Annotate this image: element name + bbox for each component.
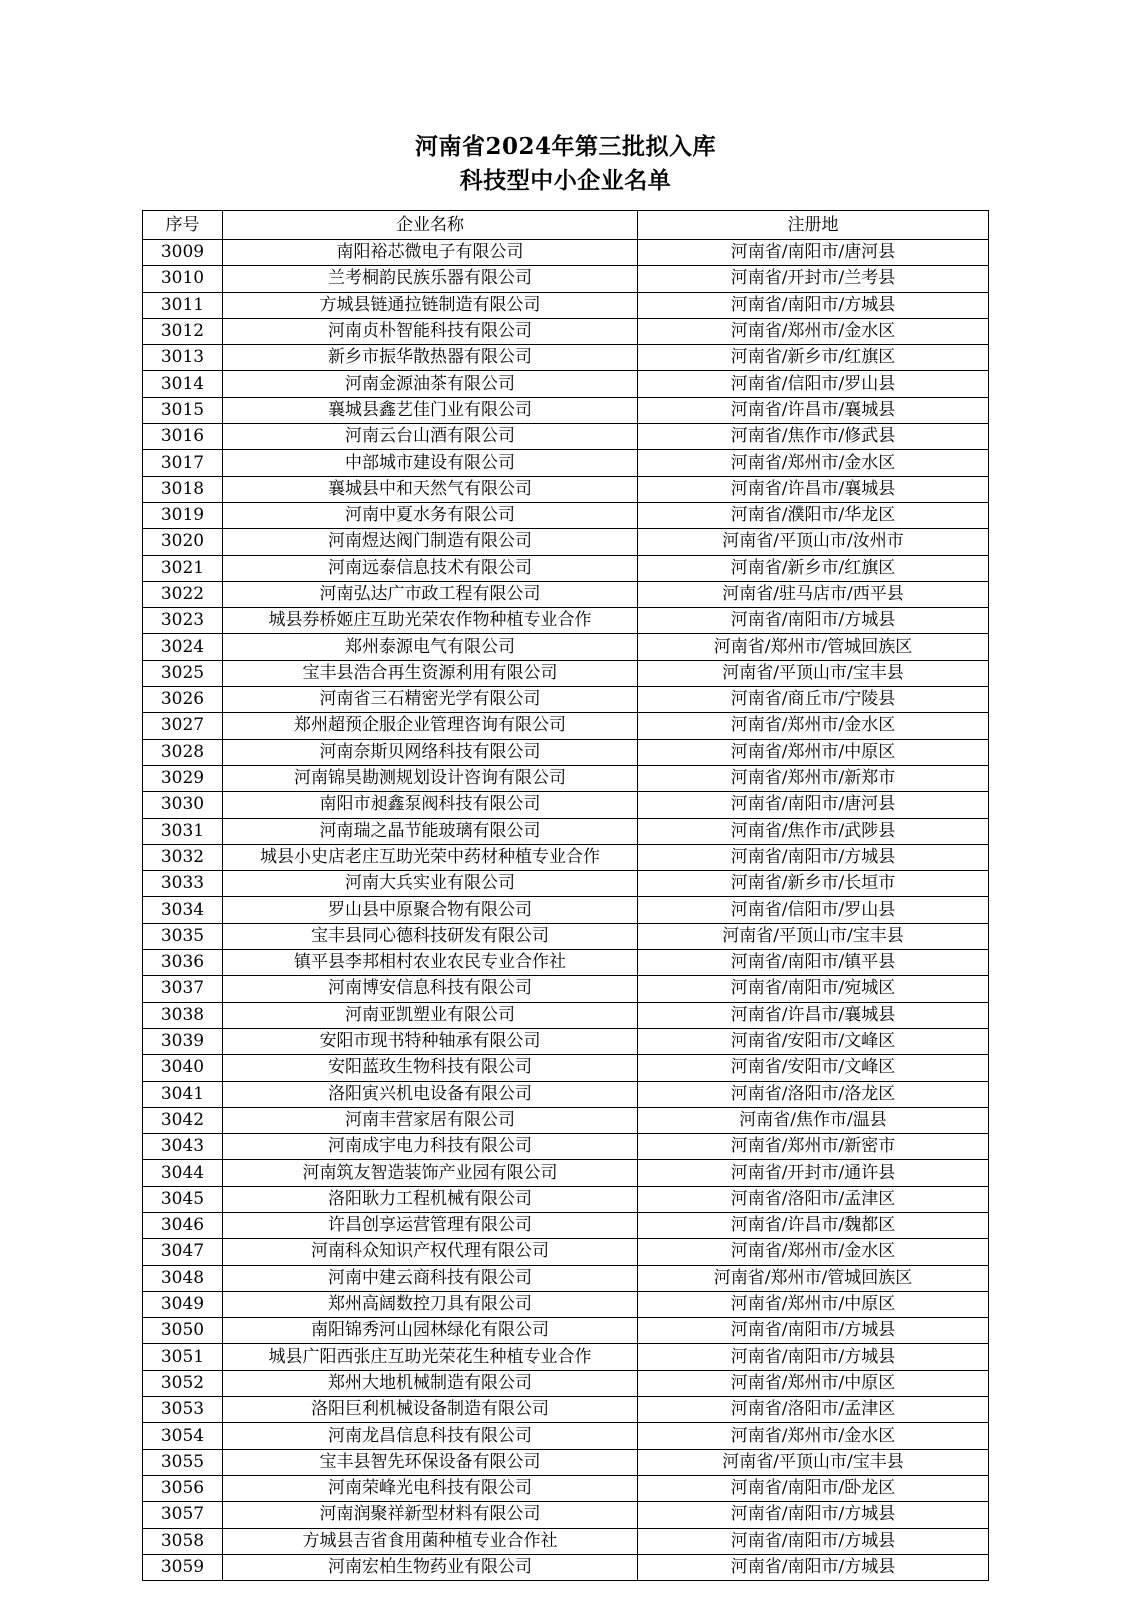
- cell-registered-address: 河南省/南阳市/方城县: [638, 1502, 989, 1528]
- cell-seq: 3037: [143, 976, 223, 1002]
- table-row: [143, 1055, 989, 1081]
- cell-seq: 3046: [143, 1212, 223, 1238]
- table-header-row: [143, 211, 989, 240]
- table-body: [143, 240, 989, 1581]
- cell-enterprise-name: 河南龙昌信息科技有限公司: [223, 1423, 638, 1449]
- cell-seq: 3039: [143, 1028, 223, 1054]
- cell-registered-address: 河南省/郑州市/金水区: [638, 1239, 989, 1265]
- cell-seq: 3033: [143, 871, 223, 897]
- cell-registered-address: 河南省/平顶山市/宝丰县: [638, 1449, 989, 1475]
- table-row: [143, 1528, 989, 1554]
- cell-seq: 3049: [143, 1291, 223, 1317]
- cell-seq: 3058: [143, 1528, 223, 1554]
- table-row: [143, 660, 989, 686]
- table-row: [143, 1344, 989, 1370]
- cell-registered-address: 河南省/商丘市/宁陵县: [638, 687, 989, 713]
- cell-enterprise-name: 河南丰营家居有限公司: [223, 1107, 638, 1133]
- table-row: [143, 687, 989, 713]
- cell-enterprise-name: 南阳市昶鑫泵阀科技有限公司: [223, 792, 638, 818]
- cell-registered-address: 河南省/南阳市/方城县: [638, 608, 989, 634]
- cell-registered-address: 河南省/平顶山市/宝丰县: [638, 660, 989, 686]
- cell-seq: 3036: [143, 950, 223, 976]
- table-row: [143, 1423, 989, 1449]
- cell-registered-address: 河南省/南阳市/唐河县: [638, 240, 989, 266]
- cell-registered-address: 河南省/郑州市/金水区: [638, 713, 989, 739]
- table-row: [143, 976, 989, 1002]
- table-row: [143, 371, 989, 397]
- table-row: [143, 1554, 989, 1580]
- cell-seq: 3028: [143, 739, 223, 765]
- cell-registered-address: 河南省/新乡市/红旗区: [638, 555, 989, 581]
- cell-enterprise-name: 郑州大地机械制造有限公司: [223, 1370, 638, 1396]
- table-row: [143, 792, 989, 818]
- page-title-line-2: 科技型中小企业名单: [459, 167, 672, 194]
- cell-enterprise-name: 洛阳寅兴机电设备有限公司: [223, 1081, 638, 1107]
- table-row: [143, 1028, 989, 1054]
- cell-seq: 3015: [143, 397, 223, 423]
- cell-registered-address: 河南省/郑州市/金水区: [638, 1423, 989, 1449]
- cell-registered-address: 河南省/南阳市/镇平县: [638, 950, 989, 976]
- cell-seq: 3031: [143, 818, 223, 844]
- cell-seq: 3013: [143, 345, 223, 371]
- cell-enterprise-name: 安阳蓝玫生物科技有限公司: [223, 1055, 638, 1081]
- table-row: [143, 608, 989, 634]
- cell-enterprise-name: 河南成宇电力科技有限公司: [223, 1134, 638, 1160]
- cell-enterprise-name: 河南润聚祥新型材料有限公司: [223, 1502, 638, 1528]
- table-row: [143, 1134, 989, 1160]
- table-row: [143, 1265, 989, 1291]
- column-header-name: 企业名称: [223, 211, 638, 240]
- cell-enterprise-name: 郑州超预企服企业管理咨询有限公司: [223, 713, 638, 739]
- cell-enterprise-name: 郑州泰源电气有限公司: [223, 634, 638, 660]
- cell-registered-address: 河南省/南阳市/方城县: [638, 1344, 989, 1370]
- cell-enterprise-name: 城县小史店老庄互助光荣中药材种植专业合作: [223, 844, 638, 870]
- cell-enterprise-name: 新乡市振华散热器有限公司: [223, 345, 638, 371]
- table-row: [143, 923, 989, 949]
- cell-registered-address: 河南省/南阳市/卧龙区: [638, 1475, 989, 1501]
- table-row: [143, 555, 989, 581]
- cell-seq: 3020: [143, 529, 223, 555]
- cell-registered-address: 河南省/焦作市/温县: [638, 1107, 989, 1133]
- table-row: [143, 818, 989, 844]
- cell-seq: 3048: [143, 1265, 223, 1291]
- cell-enterprise-name: 河南大兵实业有限公司: [223, 871, 638, 897]
- cell-registered-address: 河南省/驻马店市/西平县: [638, 581, 989, 607]
- table-row: [143, 897, 989, 923]
- cell-registered-address: 河南省/许昌市/襄城县: [638, 476, 989, 502]
- table-row: [143, 1291, 989, 1317]
- cell-registered-address: 河南省/郑州市/新郑市: [638, 765, 989, 791]
- table-row: [143, 1107, 989, 1133]
- table-row: [143, 1370, 989, 1396]
- cell-enterprise-name: 河南金源油茶有限公司: [223, 371, 638, 397]
- cell-registered-address: 河南省/许昌市/襄城县: [638, 397, 989, 423]
- table-row: [143, 318, 989, 344]
- cell-seq: 3018: [143, 476, 223, 502]
- cell-seq: 3038: [143, 1002, 223, 1028]
- cell-seq: 3030: [143, 792, 223, 818]
- cell-enterprise-name: 河南云台山酒有限公司: [223, 424, 638, 450]
- cell-seq: 3047: [143, 1239, 223, 1265]
- cell-seq: 3016: [143, 424, 223, 450]
- enterprise-list-table: [142, 210, 989, 1581]
- table-row: [143, 1502, 989, 1528]
- cell-seq: 3055: [143, 1449, 223, 1475]
- table-row: [143, 1186, 989, 1212]
- cell-registered-address: 河南省/郑州市/金水区: [638, 318, 989, 344]
- cell-enterprise-name: 河南弘达广市政工程有限公司: [223, 581, 638, 607]
- cell-registered-address: 河南省/郑州市/管城回族区: [638, 1265, 989, 1291]
- cell-registered-address: 河南省/南阳市/方城县: [638, 1528, 989, 1554]
- table-row: [143, 1318, 989, 1344]
- cell-enterprise-name: 中部城市建设有限公司: [223, 450, 638, 476]
- cell-registered-address: 河南省/平顶山市/宝丰县: [638, 923, 989, 949]
- table-row: [143, 424, 989, 450]
- cell-enterprise-name: 河南贞朴智能科技有限公司: [223, 318, 638, 344]
- cell-enterprise-name: 安阳市现书特种轴承有限公司: [223, 1028, 638, 1054]
- cell-enterprise-name: 河南筑友智造装饰产业园有限公司: [223, 1160, 638, 1186]
- table-row: [143, 739, 989, 765]
- table-row: [143, 844, 989, 870]
- cell-enterprise-name: 南阳锦秀河山园林绿化有限公司: [223, 1318, 638, 1344]
- cell-registered-address: 河南省/许昌市/襄城县: [638, 1002, 989, 1028]
- cell-registered-address: 河南省/信阳市/罗山县: [638, 897, 989, 923]
- cell-registered-address: 河南省/许昌市/魏都区: [638, 1212, 989, 1238]
- cell-enterprise-name: 河南锦昊勘测规划设计咨询有限公司: [223, 765, 638, 791]
- table-row: [143, 476, 989, 502]
- cell-seq: 3024: [143, 634, 223, 660]
- column-header-seq: 序号: [143, 211, 223, 240]
- table-row: [143, 1002, 989, 1028]
- cell-enterprise-name: 河南荣峰光电科技有限公司: [223, 1475, 638, 1501]
- cell-enterprise-name: 河南瑞之晶节能玻璃有限公司: [223, 818, 638, 844]
- cell-enterprise-name: 许昌创享运营管理有限公司: [223, 1212, 638, 1238]
- cell-enterprise-name: 河南中建云商科技有限公司: [223, 1265, 638, 1291]
- cell-enterprise-name: 河南宏柏生物药业有限公司: [223, 1554, 638, 1580]
- cell-enterprise-name: 方城县链通拉链制造有限公司: [223, 292, 638, 318]
- table-row: [143, 502, 989, 528]
- cell-seq: 3041: [143, 1081, 223, 1107]
- cell-enterprise-name: 河南远泰信息技术有限公司: [223, 555, 638, 581]
- cell-enterprise-name: 河南煜达阀门制造有限公司: [223, 529, 638, 555]
- table-row: [143, 1397, 989, 1423]
- cell-registered-address: 河南省/安阳市/文峰区: [638, 1055, 989, 1081]
- table-row: [143, 765, 989, 791]
- cell-registered-address: 河南省/南阳市/方城县: [638, 1318, 989, 1344]
- cell-seq: 3022: [143, 581, 223, 607]
- cell-seq: 3051: [143, 1344, 223, 1370]
- cell-seq: 3054: [143, 1423, 223, 1449]
- table-row: [143, 713, 989, 739]
- cell-registered-address: 河南省/南阳市/唐河县: [638, 792, 989, 818]
- table-row: [143, 345, 989, 371]
- cell-seq: 3034: [143, 897, 223, 923]
- cell-enterprise-name: 城县广阳西张庄互助光荣花生种植专业合作: [223, 1344, 638, 1370]
- cell-registered-address: 河南省/濮阳市/华龙区: [638, 502, 989, 528]
- cell-enterprise-name: 宝丰县浩合再生资源利用有限公司: [223, 660, 638, 686]
- cell-seq: 3011: [143, 292, 223, 318]
- cell-registered-address: 河南省/郑州市/管城回族区: [638, 634, 989, 660]
- cell-enterprise-name: 河南奈斯贝网络科技有限公司: [223, 739, 638, 765]
- table-row: [143, 292, 989, 318]
- cell-enterprise-name: 河南亚凯塑业有限公司: [223, 1002, 638, 1028]
- cell-registered-address: 河南省/平顶山市/汝州市: [638, 529, 989, 555]
- cell-seq: 3029: [143, 765, 223, 791]
- cell-enterprise-name: 洛阳巨利机械设备制造有限公司: [223, 1397, 638, 1423]
- cell-seq: 3032: [143, 844, 223, 870]
- cell-seq: 3043: [143, 1134, 223, 1160]
- cell-seq: 3026: [143, 687, 223, 713]
- cell-seq: 3021: [143, 555, 223, 581]
- cell-registered-address: 河南省/南阳市/方城县: [638, 292, 989, 318]
- cell-seq: 3023: [143, 608, 223, 634]
- cell-seq: 3042: [143, 1107, 223, 1133]
- cell-enterprise-name: 河南博安信息科技有限公司: [223, 976, 638, 1002]
- cell-registered-address: 河南省/郑州市/中原区: [638, 739, 989, 765]
- table-row: [143, 1081, 989, 1107]
- cell-enterprise-name: 洛阳耿力工程机械有限公司: [223, 1186, 638, 1212]
- table-row: [143, 950, 989, 976]
- cell-seq: 3044: [143, 1160, 223, 1186]
- cell-seq: 3009: [143, 240, 223, 266]
- page-title-line-1: 河南省2024年第三批拟入库: [414, 133, 716, 160]
- cell-enterprise-name: 宝丰县智先环保设备有限公司: [223, 1449, 638, 1475]
- cell-seq: 3052: [143, 1370, 223, 1396]
- cell-registered-address: 河南省/郑州市/中原区: [638, 1370, 989, 1396]
- cell-seq: 3053: [143, 1397, 223, 1423]
- table-row: [143, 634, 989, 660]
- cell-enterprise-name: 南阳裕芯微电子有限公司: [223, 240, 638, 266]
- table-row: [143, 529, 989, 555]
- cell-enterprise-name: 宝丰县同心德科技研发有限公司: [223, 923, 638, 949]
- cell-seq: 3040: [143, 1055, 223, 1081]
- cell-seq: 3010: [143, 266, 223, 292]
- cell-registered-address: 河南省/洛阳市/孟津区: [638, 1186, 989, 1212]
- table-row: [143, 1475, 989, 1501]
- table-row: [143, 1160, 989, 1186]
- cell-enterprise-name: 罗山县中原聚合物有限公司: [223, 897, 638, 923]
- cell-registered-address: 河南省/信阳市/罗山县: [638, 371, 989, 397]
- table-row: [143, 240, 989, 266]
- cell-registered-address: 河南省/南阳市/宛城区: [638, 976, 989, 1002]
- page-title: [140, 130, 991, 198]
- cell-seq: 3027: [143, 713, 223, 739]
- cell-seq: 3059: [143, 1554, 223, 1580]
- cell-registered-address: 河南省/郑州市/中原区: [638, 1291, 989, 1317]
- cell-registered-address: 河南省/新乡市/长垣市: [638, 871, 989, 897]
- cell-seq: 3012: [143, 318, 223, 344]
- cell-enterprise-name: 河南省三石精密光学有限公司: [223, 687, 638, 713]
- cell-registered-address: 河南省/焦作市/修武县: [638, 424, 989, 450]
- cell-registered-address: 河南省/南阳市/方城县: [638, 1554, 989, 1580]
- table-row: [143, 871, 989, 897]
- cell-enterprise-name: 郑州高阔数控刀具有限公司: [223, 1291, 638, 1317]
- cell-registered-address: 河南省/开封市/兰考县: [638, 266, 989, 292]
- cell-registered-address: 河南省/郑州市/金水区: [638, 450, 989, 476]
- cell-seq: 3050: [143, 1318, 223, 1344]
- cell-enterprise-name: 襄城县鑫艺佳门业有限公司: [223, 397, 638, 423]
- cell-seq: 3057: [143, 1502, 223, 1528]
- table-row: [143, 581, 989, 607]
- cell-seq: 3045: [143, 1186, 223, 1212]
- cell-registered-address: 河南省/洛阳市/孟津区: [638, 1397, 989, 1423]
- cell-enterprise-name: 襄城县中和天然气有限公司: [223, 476, 638, 502]
- cell-registered-address: 河南省/开封市/通许县: [638, 1160, 989, 1186]
- table-row: [143, 1212, 989, 1238]
- cell-enterprise-name: 兰考桐韵民族乐器有限公司: [223, 266, 638, 292]
- cell-enterprise-name: 镇平县李邦相村农业农民专业合作社: [223, 950, 638, 976]
- cell-enterprise-name: 城县券桥姬庄互助光荣农作物种植专业合作: [223, 608, 638, 634]
- table-row: [143, 450, 989, 476]
- table-row: [143, 397, 989, 423]
- column-header-address: 注册地: [638, 211, 989, 240]
- cell-enterprise-name: 方城县吉省食用菌种植专业合作社: [223, 1528, 638, 1554]
- cell-seq: 3019: [143, 502, 223, 528]
- table-row: [143, 266, 989, 292]
- table-row: [143, 1449, 989, 1475]
- table-row: [143, 1239, 989, 1265]
- cell-seq: 3035: [143, 923, 223, 949]
- cell-registered-address: 河南省/新乡市/红旗区: [638, 345, 989, 371]
- cell-registered-address: 河南省/安阳市/文峰区: [638, 1028, 989, 1054]
- cell-enterprise-name: 河南科众知识产权代理有限公司: [223, 1239, 638, 1265]
- cell-seq: 3056: [143, 1475, 223, 1501]
- cell-registered-address: 河南省/郑州市/新密市: [638, 1134, 989, 1160]
- cell-registered-address: 河南省/南阳市/方城县: [638, 844, 989, 870]
- cell-seq: 3014: [143, 371, 223, 397]
- cell-enterprise-name: 河南中夏水务有限公司: [223, 502, 638, 528]
- cell-seq: 3025: [143, 660, 223, 686]
- cell-registered-address: 河南省/洛阳市/洛龙区: [638, 1081, 989, 1107]
- cell-registered-address: 河南省/焦作市/武陟县: [638, 818, 989, 844]
- cell-seq: 3017: [143, 450, 223, 476]
